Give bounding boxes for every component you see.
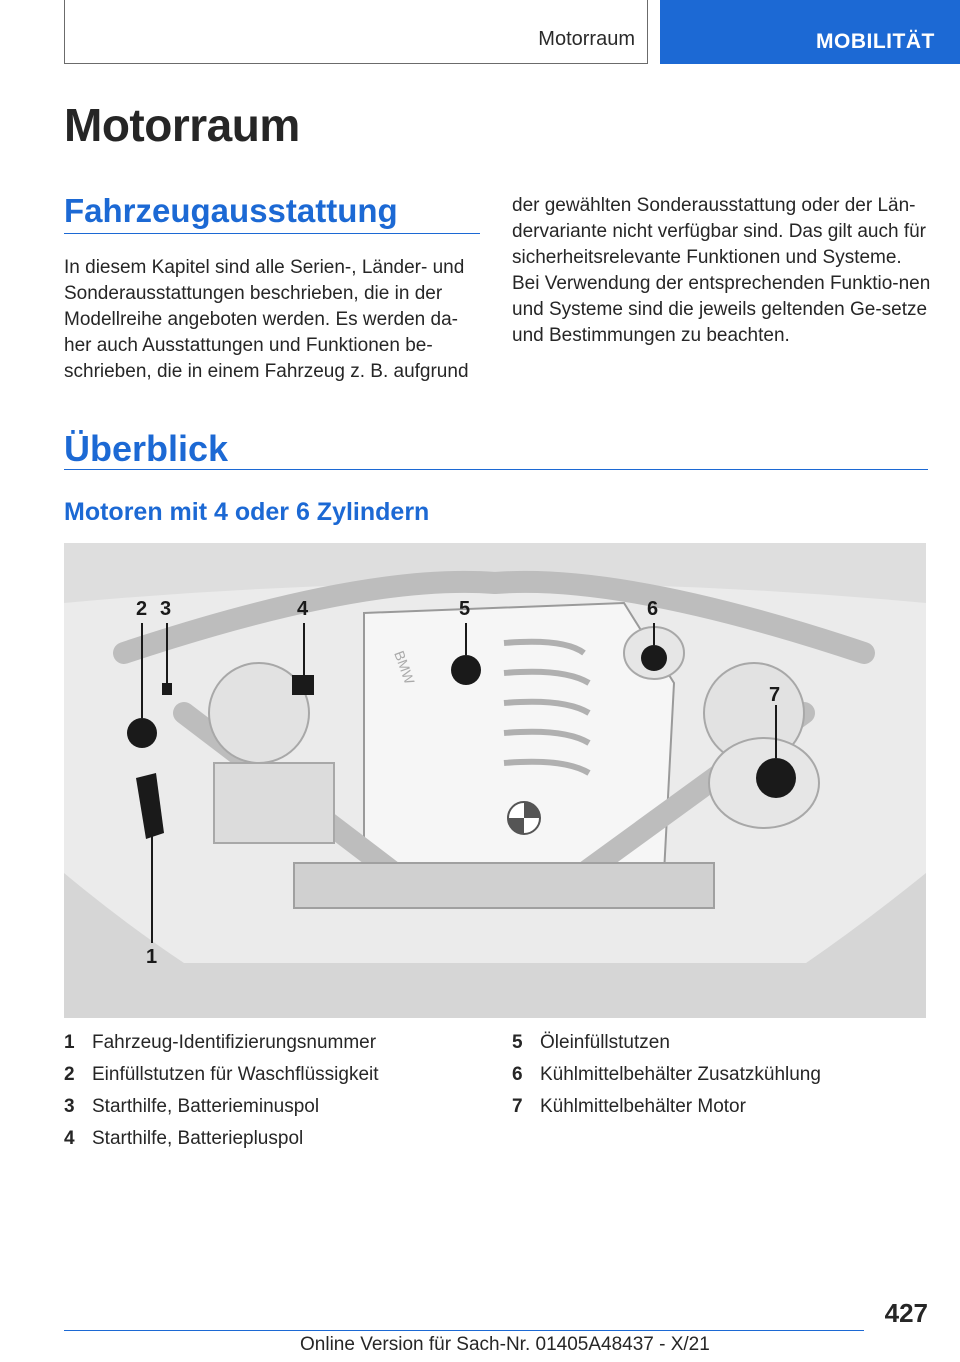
callout-4: 4 [297, 598, 309, 620]
callout-1: 1 [146, 946, 158, 968]
battery-plus-terminal-icon [292, 675, 314, 695]
callout-7: 7 [769, 684, 781, 706]
legend-number: 6 [512, 1064, 523, 1085]
oil-filler-cap-icon [451, 655, 481, 685]
legend-item [64, 1030, 379, 1062]
legend-label: Starthilfe, Batterieminuspol [92, 1096, 320, 1117]
front-cross-member [294, 863, 714, 908]
engine-bay-illustration [64, 543, 926, 1018]
legend-number: 7 [512, 1096, 523, 1117]
section-heading-fahrzeugausstattung: Fahrzeugausstattung [64, 192, 398, 229]
header-chapter-label: MOBILITÄT [816, 30, 935, 53]
engine-cover-lettering: BMW [391, 648, 418, 687]
legend-label: Kühlmittelbehälter Zusatzkühlung [540, 1064, 821, 1085]
footer-online-version[interactable]: Online Version für Sach-Nr. 01405A48437 - X/21 [300, 1334, 710, 1355]
legend-item [512, 1030, 821, 1062]
battery-minus-terminal-icon [162, 683, 172, 695]
intro-paragraph-left: In diesem Kapitel sind alle Serien-, Länder- und Sonderausstattungen beschrieben, die in der Modellreihe angeboten werden. Es werden da-her auch Ausstattungen und Funktionen be-schrieben, die in einem Fahrzeug z. B. aufgrund [64, 257, 469, 382]
section-divider [64, 233, 480, 234]
legend-number: 4 [64, 1128, 75, 1149]
coolant-motor-cap-icon [756, 758, 796, 798]
footer-divider [64, 1330, 864, 1331]
legend-list-right [512, 1030, 821, 1126]
legend-number: 1 [64, 1032, 75, 1053]
header-chapter-tab[interactable] [660, 0, 960, 64]
header-section-box [64, 0, 648, 64]
legend-number: 3 [64, 1096, 75, 1117]
callout-6: 6 [647, 598, 659, 620]
callout-2: 2 [136, 598, 148, 620]
legend-number: 5 [512, 1032, 523, 1053]
legend-label: Starthilfe, Batteriepluspol [92, 1128, 304, 1149]
legend-label: Öleinfüllstutzen [540, 1032, 670, 1053]
legend-label: Fahrzeug-Identifizierungsnummer [92, 1032, 377, 1053]
legend-number: 2 [64, 1064, 75, 1085]
legend-item [64, 1062, 379, 1094]
legend-list-left [64, 1030, 379, 1158]
washer-fluid-cap-icon [127, 718, 157, 748]
air-filter-box [214, 763, 334, 843]
callout-3: 3 [160, 598, 172, 620]
legend-label: Kühlmittelbehälter Motor [540, 1096, 746, 1117]
page-title: Motorraum [64, 99, 300, 151]
legend-item [64, 1094, 379, 1126]
legend-label: Einfüllstutzen für Waschflüssigkeit [92, 1064, 379, 1085]
legend-item [64, 1126, 379, 1158]
page-number: 427 [884, 1298, 928, 1328]
coolant-aux-cap-icon [641, 645, 667, 671]
legend-item [512, 1094, 821, 1126]
section-divider [64, 469, 928, 470]
legend-item [512, 1062, 821, 1094]
callout-5: 5 [459, 598, 471, 620]
intro-paragraph-right: der gewählten Sonderausstattung oder der Län-dervariante nicht verfügbar sind. Das gilt auch für sicherheitsrelevante Funktionen und Systeme. Bei Verwendung der entsprechenden Funktio-nen und Systeme sind die jeweils geltenden Ge-setze und Bestimmungen zu beachten. [512, 195, 931, 346]
section-heading-ueberblick: Überblick [64, 428, 229, 469]
subsection-heading-motoren: Motoren mit 4 oder 6 Zylindern [64, 498, 430, 526]
header-section-title: Motorraum [538, 28, 635, 50]
